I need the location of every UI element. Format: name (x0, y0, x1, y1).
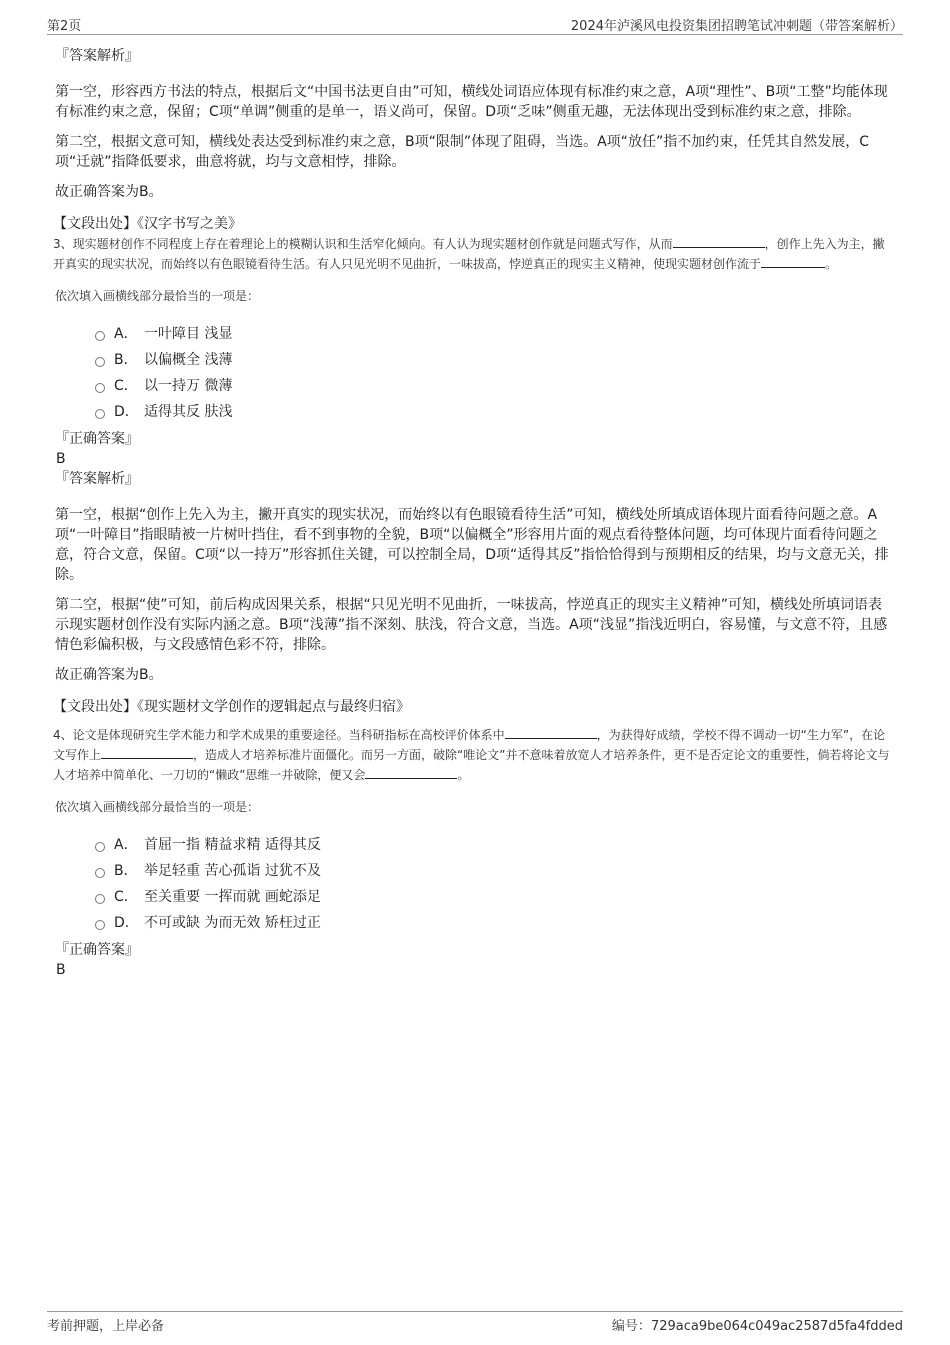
analysis-paragraph: 第二空，根据文意可知，横线处表达受到标准约束之意，B项“限制”体现了阻碍，当选。A项“放任”指不加约束，任凭其自然发展，C项“迁就”指降低要求，曲意将就，均与文意相悖，排除。 (55, 134, 869, 170)
option-a[interactable]: A． 首屈一指 精益求精 适得其反 (95, 832, 890, 858)
option-b[interactable]: B． 以偏概全 浅薄 (95, 347, 890, 373)
analysis-label: 『答案解析』 (55, 471, 139, 487)
question-4-options (55, 832, 890, 936)
footer-slogan: 考前押题，上岸必备 (47, 1319, 165, 1334)
conclusion: 故正确答案为B。 (55, 667, 163, 683)
option-b[interactable]: B． 举足轻重 苦心孤诣 过犹不及 (95, 858, 890, 884)
radio-icon[interactable] (95, 868, 105, 878)
answer-blank (101, 746, 193, 759)
radio-icon[interactable] (95, 357, 105, 367)
question-3-stem: 3、现实题材创作不同程度上存在着理论上的模糊认识和生活窄化倾向。有人认为现实题材创作就是问题式写作，从而 ，创作上先入为主，撇开真实的现实状况，而始终以有色眼镜看待生活。有人只见光明不见曲折，一味拔高，悖逆真正的现实主义精神，使现实题材创作流于 。 (53, 237, 885, 271)
page-footer (47, 1311, 903, 1334)
correct-answer: B (56, 962, 66, 978)
question-prompt: 依次填入画横线部分最恰当的一项是： (55, 800, 260, 814)
radio-icon[interactable] (95, 383, 105, 393)
answer-label: 『正确答案』 (55, 942, 139, 958)
option-c[interactable]: C． 至关重要 一挥而就 画蛇添足 (95, 884, 890, 910)
analysis-paragraph: 第二空，根据“使”可知，前后构成因果关系，根据“只见光明不见曲折，一味拔高，悖逆真正的现实主义精神”可知，横线处所填词语表示现实题材创作没有实际内涵之意。B项“浅薄”指不深刻、肤浅，符合文意，当选。A项“浅显”指浅近明白，容易懂，与文意不符，且感情色彩偏积极，与文段感情色彩不符，排除。 (55, 597, 888, 653)
radio-icon[interactable] (95, 842, 105, 852)
page-number: 第2页 (47, 19, 82, 34)
document-title: 2024年泸溪风电投资集团招聘笔试冲刺题（带答案解析） (570, 19, 903, 34)
answer-blank (673, 235, 765, 248)
answer-blank (505, 726, 597, 739)
document-body (55, 44, 890, 980)
source: 【文段出处】《汉字书写之美》 (53, 216, 242, 232)
question-4-stem: 4、论文是体现研究生学术能力和学术成果的重要途径。当科研指标在高校评价体系中 ，为获得好成绩，学校不得不调动一切“生力军”，在论文写作上 ，造成人才培养标准片面僵化。而另一方面，破除“唯论文”并不意味着放宽人才培养条件，更不是否定论文的重要性，倘若将论文与人才培养中简单化、一刀切的“懒政”思维一并破除，便又会 。 (53, 728, 890, 782)
answer-label: 『正确答案』 (55, 431, 139, 447)
radio-icon[interactable] (95, 409, 105, 419)
answer-blank (365, 766, 457, 779)
question-3-options (55, 321, 890, 425)
radio-icon[interactable] (95, 894, 105, 904)
radio-icon[interactable] (95, 331, 105, 341)
option-d[interactable]: D． 适得其反 肤浅 (95, 399, 890, 425)
analysis-paragraph: 第一空，根据“创作上先入为主，撇开真实的现实状况，而始终以有色眼镜看待生活”可知，横线处所填成语体现片面看待问题之意。A项“一叶障目”指眼睛被一片树叶挡住，看不到事物的全貌，B项“以偏概全”形容用片面的观点看待整体问题，均可体现片面看待问题之意，符合文意，保留。C项“以一持万”形容抓住关键，可以控制全局，D项“适得其反”指恰恰得到与预期相反的结果，均与文意无关，排除。 (55, 507, 889, 583)
conclusion: 故正确答案为B。 (55, 184, 163, 200)
option-a[interactable]: A． 一叶障目 浅显 (95, 321, 890, 347)
page-header (47, 12, 903, 35)
question-prompt: 依次填入画横线部分最恰当的一项是： (55, 289, 260, 303)
radio-icon[interactable] (95, 920, 105, 930)
document-code: 编号：729aca9be064c049ac2587d5fa4fdded (611, 1319, 903, 1334)
answer-blank (761, 255, 825, 268)
analysis-label: 『答案解析』 (55, 48, 139, 64)
option-d[interactable]: D． 不可或缺 为而无效 矫枉过正 (95, 910, 890, 936)
option-c[interactable]: C． 以一持万 微薄 (95, 373, 890, 399)
correct-answer: B (56, 451, 66, 467)
analysis-paragraph: 第一空，形容西方书法的特点，根据后文“中国书法更自由”可知，横线处词语应体现有标准约束之意，A项“理性”、B项“工整”均能体现有标准约束之意，保留；C项“单调”侧重的是单一，语义尚可，保留。D项“乏味”侧重无趣，无法体现出受到标准约束之意，排除。 (55, 84, 888, 120)
source: 【文段出处】《现实题材文学创作的逻辑起点与最终归宿》 (53, 699, 410, 715)
